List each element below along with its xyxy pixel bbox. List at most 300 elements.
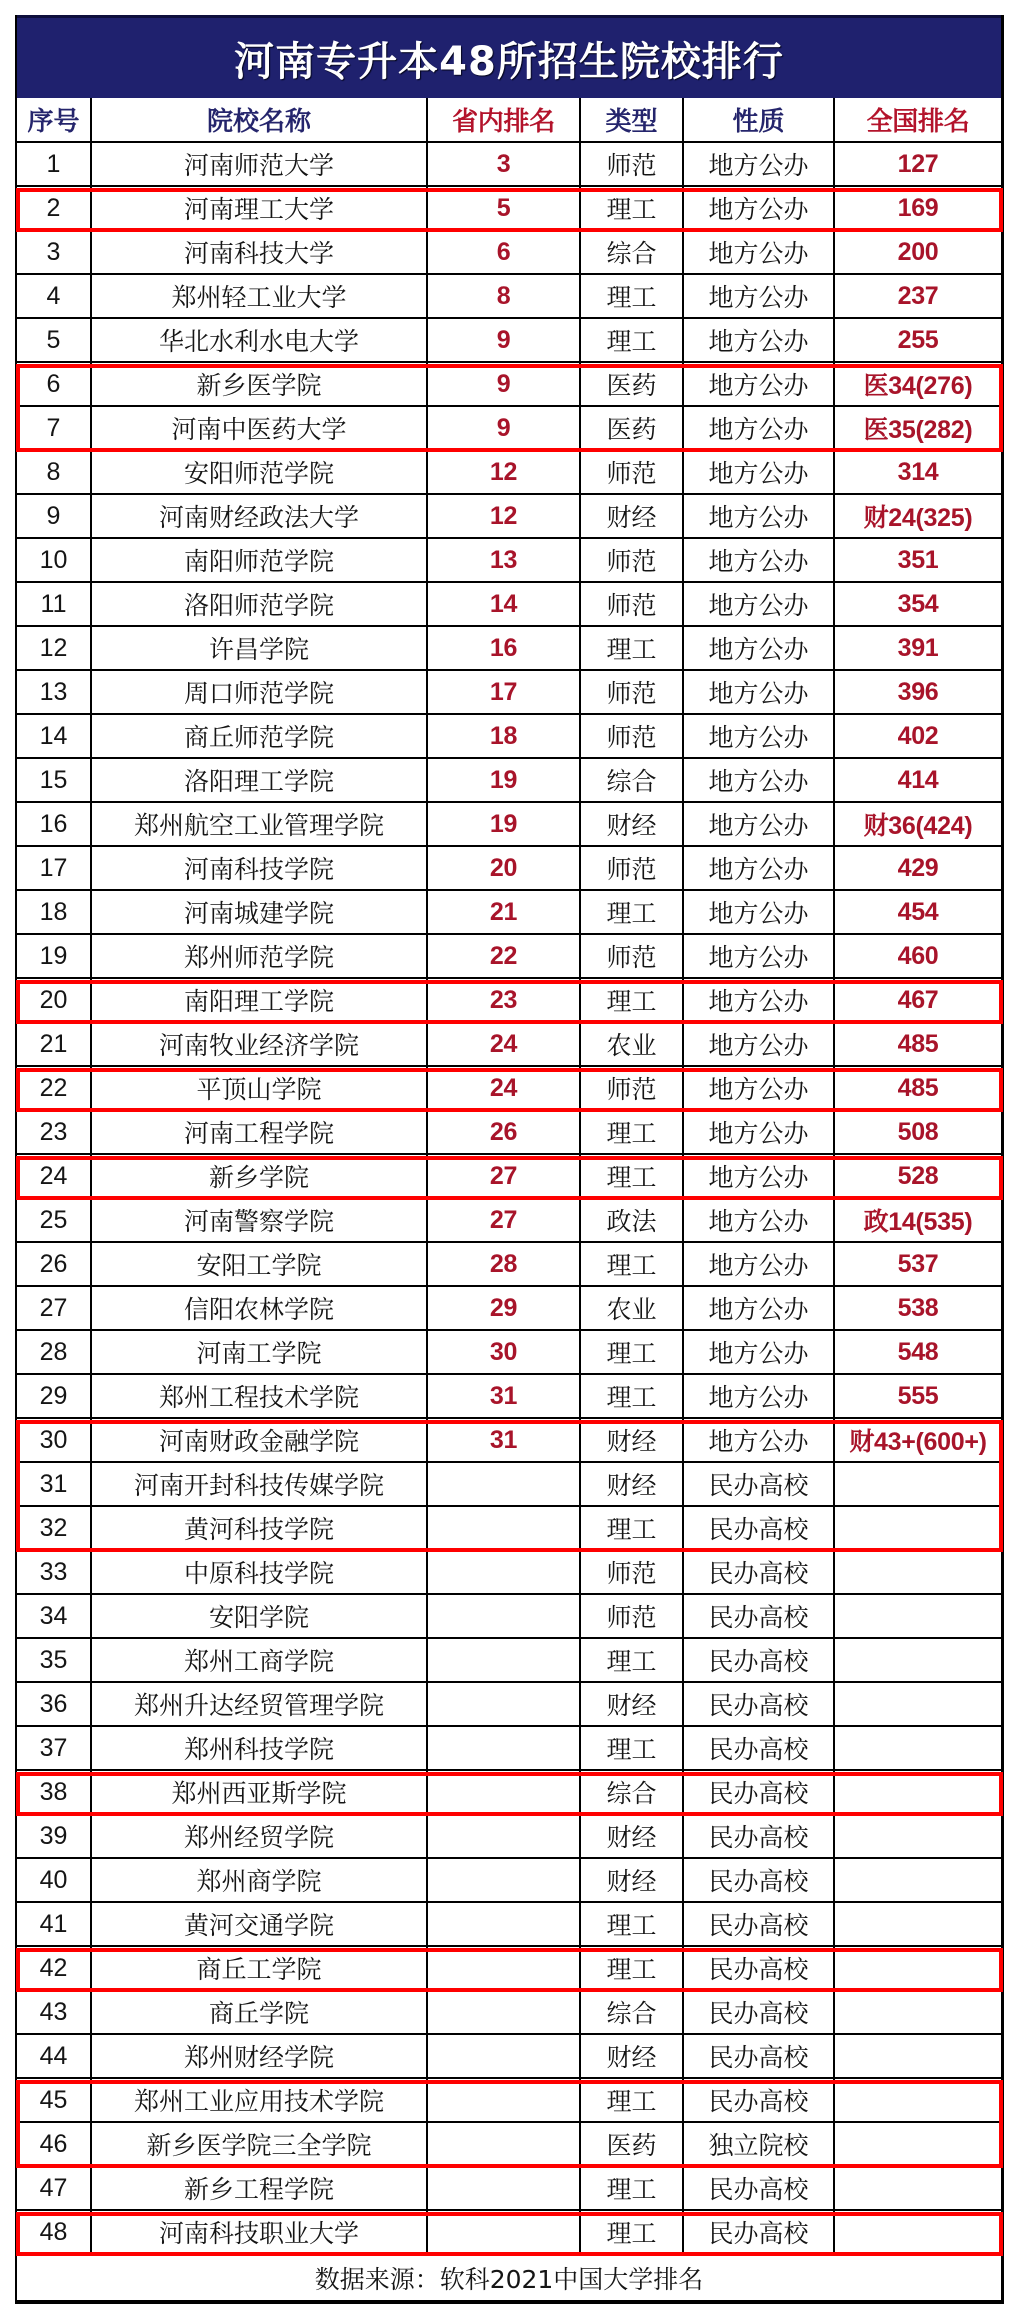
cell-province-rank: 23	[428, 979, 581, 1021]
cell-index: 20	[17, 979, 92, 1021]
cell-type: 财经	[581, 1859, 684, 1901]
table-row	[17, 715, 1001, 759]
cell-type: 理工	[581, 1331, 684, 1373]
table-row	[17, 627, 1001, 671]
cell-index: 5	[17, 319, 92, 361]
cell-province-rank: 13	[428, 539, 581, 581]
cell-type: 理工	[581, 1507, 684, 1549]
cell-type: 理工	[581, 627, 684, 669]
cell-nature: 民办高校	[684, 2035, 835, 2077]
table-row	[17, 1287, 1001, 1331]
table-row	[17, 275, 1001, 319]
cell-national-rank: 医35(282)	[863, 416, 973, 444]
cell-national-rank: 169	[897, 193, 939, 222]
cell-school-name: 河南师范大学	[92, 143, 428, 185]
cell-national-rank: 460	[897, 941, 939, 970]
cell-nature: 民办高校	[684, 1639, 835, 1681]
cell-nature: 地方公办	[684, 1067, 835, 1109]
cell-province-rank: 9	[428, 407, 581, 449]
cell-school-name: 河南科技职业大学	[92, 2211, 428, 2253]
table-row	[17, 1771, 1001, 1815]
cell-index: 25	[17, 1199, 92, 1241]
cell-national-rank: 537	[897, 1249, 939, 1278]
cell-school-name: 新乡工程学院	[92, 2167, 428, 2209]
cell-national-rank: 127	[897, 149, 939, 178]
cell-province-rank: 30	[428, 1331, 581, 1373]
cell-school-name: 安阳工学院	[92, 1243, 428, 1285]
cell-nature: 地方公办	[684, 1287, 835, 1329]
cell-nature: 地方公办	[684, 495, 835, 537]
cell-index: 33	[17, 1551, 92, 1593]
cell-type: 财经	[581, 1463, 684, 1505]
cell-province-rank: 9	[428, 319, 581, 361]
column-header-index: 序号	[17, 98, 92, 141]
cell-province-rank: 3	[428, 143, 581, 185]
cell-type: 理工	[581, 187, 684, 229]
cell-index: 7	[17, 407, 92, 449]
cell-nature: 民办高校	[684, 1683, 835, 1725]
cell-province-rank: 26	[428, 1111, 581, 1153]
cell-school-name: 黄河科技学院	[92, 1507, 428, 1549]
cell-province-rank: 24	[428, 1067, 581, 1109]
cell-national-rank: 财36(424)	[863, 812, 973, 840]
cell-index: 29	[17, 1375, 92, 1417]
cell-national-rank: 391	[897, 633, 939, 662]
cell-index: 9	[17, 495, 92, 537]
cell-nature: 地方公办	[684, 715, 835, 757]
column-header-school-name: 院校名称	[92, 98, 428, 141]
cell-school-name: 河南理工大学	[92, 187, 428, 229]
cell-school-name: 郑州经贸学院	[92, 1815, 428, 1857]
cell-school-name: 南阳师范学院	[92, 539, 428, 581]
cell-type: 理工	[581, 1947, 684, 1989]
cell-nature: 地方公办	[684, 539, 835, 581]
table-row	[17, 1683, 1001, 1727]
table-row	[17, 451, 1001, 495]
cell-school-name: 郑州西亚斯学院	[92, 1771, 428, 1813]
cell-province-rank	[428, 1727, 581, 1769]
cell-index: 34	[17, 1595, 92, 1637]
cell-province-rank: 12	[428, 495, 581, 537]
cell-index: 3	[17, 231, 92, 273]
cell-province-rank: 17	[428, 671, 581, 713]
cell-nature: 地方公办	[684, 759, 835, 801]
cell-nature: 地方公办	[684, 275, 835, 317]
cell-index: 44	[17, 2035, 92, 2077]
cell-school-name: 河南警察学院	[92, 1199, 428, 1241]
cell-school-name: 河南财经政法大学	[92, 495, 428, 537]
cell-index: 40	[17, 1859, 92, 1901]
cell-province-rank	[428, 2123, 581, 2165]
cell-index: 46	[17, 2123, 92, 2165]
cell-national-rank: 314	[897, 457, 939, 486]
table-row	[17, 803, 1001, 847]
cell-province-rank: 9	[428, 363, 581, 405]
cell-nature: 地方公办	[684, 363, 835, 405]
cell-national-rank	[835, 1859, 1001, 1901]
cell-national-rank: 485	[897, 1073, 939, 1102]
cell-index: 16	[17, 803, 92, 845]
cell-index: 11	[17, 583, 92, 625]
table-row	[17, 891, 1001, 935]
cell-nature: 独立院校	[684, 2123, 835, 2165]
cell-nature: 地方公办	[684, 1199, 835, 1241]
column-header-type: 类型	[581, 98, 684, 141]
cell-index: 22	[17, 1067, 92, 1109]
cell-index: 28	[17, 1331, 92, 1373]
cell-nature: 民办高校	[684, 1727, 835, 1769]
cell-school-name: 安阳学院	[92, 1595, 428, 1637]
cell-nature: 民办高校	[684, 1771, 835, 1813]
cell-type: 师范	[581, 715, 684, 757]
cell-index: 14	[17, 715, 92, 757]
cell-school-name: 信阳农林学院	[92, 1287, 428, 1329]
cell-national-rank	[835, 1903, 1001, 1945]
cell-type: 医药	[581, 407, 684, 449]
table-row	[17, 847, 1001, 891]
cell-nature: 民办高校	[684, 2079, 835, 2121]
column-header-nature: 性质	[684, 98, 835, 141]
cell-school-name: 周口师范学院	[92, 671, 428, 713]
cell-type: 师范	[581, 1551, 684, 1593]
cell-school-name: 郑州工商学院	[92, 1639, 428, 1681]
cell-index: 2	[17, 187, 92, 229]
cell-nature: 民办高校	[684, 1595, 835, 1637]
cell-province-rank: 5	[428, 187, 581, 229]
cell-school-name: 洛阳理工学院	[92, 759, 428, 801]
cell-nature: 地方公办	[684, 1419, 835, 1461]
cell-index: 39	[17, 1815, 92, 1857]
cell-province-rank: 22	[428, 935, 581, 977]
cell-index: 42	[17, 1947, 92, 1989]
cell-school-name: 南阳理工学院	[92, 979, 428, 1021]
cell-index: 18	[17, 891, 92, 933]
cell-national-rank	[835, 2123, 1001, 2165]
cell-index: 32	[17, 1507, 92, 1549]
cell-province-rank: 24	[428, 1023, 581, 1065]
cell-province-rank	[428, 1815, 581, 1857]
cell-index: 43	[17, 1991, 92, 2033]
cell-province-rank	[428, 2035, 581, 2077]
cell-type: 师范	[581, 451, 684, 493]
cell-nature: 地方公办	[684, 1111, 835, 1153]
cell-province-rank: 28	[428, 1243, 581, 1285]
cell-type: 农业	[581, 1023, 684, 1065]
cell-nature: 地方公办	[684, 979, 835, 1021]
cell-nature: 民办高校	[684, 2211, 835, 2253]
table-row	[17, 187, 1001, 231]
table-row	[17, 2167, 1001, 2211]
cell-type: 医药	[581, 2123, 684, 2165]
cell-school-name: 华北水利水电大学	[92, 319, 428, 361]
cell-type: 理工	[581, 1155, 684, 1197]
cell-province-rank	[428, 2211, 581, 2253]
cell-type: 理工	[581, 2079, 684, 2121]
cell-type: 财经	[581, 803, 684, 845]
cell-national-rank: 396	[897, 677, 939, 706]
cell-school-name: 新乡医学院	[92, 363, 428, 405]
cell-nature: 地方公办	[684, 187, 835, 229]
cell-national-rank	[835, 1551, 1001, 1593]
cell-type: 师范	[581, 1067, 684, 1109]
cell-index: 17	[17, 847, 92, 889]
cell-nature: 地方公办	[684, 143, 835, 185]
cell-national-rank	[835, 2035, 1001, 2077]
cell-national-rank: 467	[897, 985, 939, 1014]
table-row	[17, 2079, 1001, 2123]
column-header-province-rank: 省内排名	[428, 98, 581, 141]
data-source-footer	[17, 2255, 1001, 2300]
table-row	[17, 1199, 1001, 1243]
cell-province-rank: 14	[428, 583, 581, 625]
cell-school-name: 郑州轻工业大学	[92, 275, 428, 317]
cell-nature: 地方公办	[684, 847, 835, 889]
data-source-text: 数据来源：软科2021中国大学排名	[314, 2264, 704, 2294]
table-row	[17, 143, 1001, 187]
cell-national-rank	[835, 1815, 1001, 1857]
cell-type: 师范	[581, 583, 684, 625]
cell-province-rank	[428, 1991, 581, 2033]
cell-nature: 地方公办	[684, 319, 835, 361]
cell-province-rank: 8	[428, 275, 581, 317]
cell-national-rank: 414	[897, 765, 939, 794]
table-row	[17, 1551, 1001, 1595]
cell-province-rank	[428, 1639, 581, 1681]
table-row	[17, 759, 1001, 803]
cell-type: 理工	[581, 2211, 684, 2253]
cell-school-name: 洛阳师范学院	[92, 583, 428, 625]
cell-nature: 民办高校	[684, 1507, 835, 1549]
cell-index: 12	[17, 627, 92, 669]
cell-index: 48	[17, 2211, 92, 2253]
cell-school-name: 新乡学院	[92, 1155, 428, 1197]
cell-national-rank	[835, 1463, 1001, 1505]
cell-province-rank: 21	[428, 891, 581, 933]
cell-nature: 民办高校	[684, 2167, 835, 2209]
cell-type: 理工	[581, 1243, 684, 1285]
cell-nature: 民办高校	[684, 1815, 835, 1857]
cell-school-name: 郑州财经学院	[92, 2035, 428, 2077]
table-row	[17, 1639, 1001, 1683]
cell-index: 8	[17, 451, 92, 493]
cell-index: 35	[17, 1639, 92, 1681]
cell-type: 师范	[581, 671, 684, 713]
cell-school-name: 商丘师范学院	[92, 715, 428, 757]
cell-province-rank: 19	[428, 759, 581, 801]
cell-index: 6	[17, 363, 92, 405]
cell-national-rank	[835, 1991, 1001, 2033]
cell-national-rank: 政14(535)	[863, 1208, 973, 1236]
cell-province-rank	[428, 1903, 581, 1945]
table-title-band	[17, 15, 1001, 98]
table-title: 河南专升本48所招生院校排行	[234, 38, 784, 85]
cell-nature: 民办高校	[684, 1463, 835, 1505]
cell-nature: 民办高校	[684, 1859, 835, 1901]
table-row	[17, 319, 1001, 363]
cell-national-rank: 200	[897, 237, 939, 266]
cell-school-name: 商丘学院	[92, 1991, 428, 2033]
cell-national-rank: 402	[897, 721, 939, 750]
table-row	[17, 1727, 1001, 1771]
cell-nature: 地方公办	[684, 1243, 835, 1285]
cell-school-name: 郑州升达经贸管理学院	[92, 1683, 428, 1725]
cell-nature: 地方公办	[684, 1023, 835, 1065]
cell-index: 4	[17, 275, 92, 317]
table-row	[17, 363, 1001, 407]
cell-type: 政法	[581, 1199, 684, 1241]
cell-national-rank	[835, 2167, 1001, 2209]
cell-province-rank: 20	[428, 847, 581, 889]
cell-province-rank	[428, 1683, 581, 1725]
cell-index: 38	[17, 1771, 92, 1813]
cell-school-name: 商丘工学院	[92, 1947, 428, 1989]
cell-province-rank: 31	[428, 1375, 581, 1417]
cell-index: 21	[17, 1023, 92, 1065]
cell-school-name: 郑州工业应用技术学院	[92, 2079, 428, 2121]
cell-index: 47	[17, 2167, 92, 2209]
cell-school-name: 新乡医学院三全学院	[92, 2123, 428, 2165]
table-row	[17, 1155, 1001, 1199]
cell-national-rank	[835, 1771, 1001, 1813]
cell-province-rank	[428, 1507, 581, 1549]
cell-nature: 民办高校	[684, 1551, 835, 1593]
table-row	[17, 1903, 1001, 1947]
table-row	[17, 495, 1001, 539]
table-row	[17, 1419, 1001, 1463]
cell-type: 综合	[581, 759, 684, 801]
cell-province-rank: 27	[428, 1155, 581, 1197]
cell-national-rank: 538	[897, 1293, 939, 1322]
cell-school-name: 安阳师范学院	[92, 451, 428, 493]
cell-type: 财经	[581, 1815, 684, 1857]
column-header-national-rank: 全国排名	[866, 107, 970, 137]
cell-nature: 地方公办	[684, 1155, 835, 1197]
cell-national-rank: 255	[897, 325, 939, 354]
cell-type: 综合	[581, 1991, 684, 2033]
cell-type: 理工	[581, 1111, 684, 1153]
cell-type: 师范	[581, 847, 684, 889]
cell-nature: 地方公办	[684, 583, 835, 625]
table-row	[17, 1023, 1001, 1067]
cell-index: 37	[17, 1727, 92, 1769]
table-row	[17, 1815, 1001, 1859]
cell-index: 24	[17, 1155, 92, 1197]
table-row	[17, 1111, 1001, 1155]
cell-school-name: 河南工程学院	[92, 1111, 428, 1153]
cell-province-rank: 27	[428, 1199, 581, 1241]
cell-school-name: 黄河交通学院	[92, 1903, 428, 1945]
cell-type: 师范	[581, 539, 684, 581]
cell-nature: 民办高校	[684, 1991, 835, 2033]
cell-school-name: 河南科技大学	[92, 231, 428, 273]
cell-nature: 地方公办	[684, 935, 835, 977]
cell-province-rank	[428, 1947, 581, 1989]
cell-national-rank	[835, 1683, 1001, 1725]
table-row	[17, 979, 1001, 1023]
cell-school-name: 许昌学院	[92, 627, 428, 669]
cell-type: 理工	[581, 1639, 684, 1681]
table-row	[17, 671, 1001, 715]
cell-type: 理工	[581, 1375, 684, 1417]
cell-type: 理工	[581, 1727, 684, 1769]
cell-national-rank: 548	[897, 1337, 939, 1366]
column-header-row	[17, 98, 1001, 143]
cell-index: 31	[17, 1463, 92, 1505]
cell-school-name: 中原科技学院	[92, 1551, 428, 1593]
cell-national-rank	[835, 1595, 1001, 1637]
cell-nature: 地方公办	[684, 1331, 835, 1373]
cell-national-rank	[835, 1507, 1001, 1549]
cell-school-name: 河南城建学院	[92, 891, 428, 933]
cell-school-name: 河南牧业经济学院	[92, 1023, 428, 1065]
cell-nature: 地方公办	[684, 451, 835, 493]
cell-nature: 民办高校	[684, 1903, 835, 1945]
cell-school-name: 郑州航空工业管理学院	[92, 803, 428, 845]
cell-index: 27	[17, 1287, 92, 1329]
table-row	[17, 1947, 1001, 1991]
cell-national-rank: 485	[897, 1029, 939, 1058]
cell-province-rank	[428, 2079, 581, 2121]
cell-school-name: 河南开封科技传媒学院	[92, 1463, 428, 1505]
table-row	[17, 1859, 1001, 1903]
cell-type: 理工	[581, 275, 684, 317]
cell-index: 19	[17, 935, 92, 977]
table-row	[17, 2035, 1001, 2079]
table-row	[17, 583, 1001, 627]
cell-province-rank	[428, 1595, 581, 1637]
cell-nature: 地方公办	[684, 671, 835, 713]
cell-school-name: 河南财政金融学院	[92, 1419, 428, 1461]
cell-national-rank: 429	[897, 853, 939, 882]
cell-national-rank	[835, 1947, 1001, 1989]
table-row	[17, 407, 1001, 451]
cell-index: 45	[17, 2079, 92, 2121]
cell-index: 26	[17, 1243, 92, 1285]
cell-nature: 地方公办	[684, 231, 835, 273]
cell-province-rank	[428, 1551, 581, 1593]
cell-province-rank: 12	[428, 451, 581, 493]
cell-school-name: 河南中医药大学	[92, 407, 428, 449]
cell-type: 农业	[581, 1287, 684, 1329]
table-row	[17, 1331, 1001, 1375]
cell-index: 36	[17, 1683, 92, 1725]
cell-index: 23	[17, 1111, 92, 1153]
table-row	[17, 231, 1001, 275]
cell-national-rank	[835, 2211, 1001, 2253]
cell-index: 10	[17, 539, 92, 581]
cell-province-rank: 16	[428, 627, 581, 669]
cell-national-rank: 财43+(600+)	[849, 1428, 987, 1456]
cell-national-rank: 555	[897, 1381, 939, 1410]
cell-type: 理工	[581, 2167, 684, 2209]
cell-province-rank	[428, 1859, 581, 1901]
cell-nature: 地方公办	[684, 1375, 835, 1417]
table-row	[17, 1507, 1001, 1551]
table-row	[17, 2123, 1001, 2167]
cell-school-name: 郑州师范学院	[92, 935, 428, 977]
cell-national-rank	[835, 2079, 1001, 2121]
cell-type: 理工	[581, 1903, 684, 1945]
cell-school-name: 郑州工程技术学院	[92, 1375, 428, 1417]
cell-type: 理工	[581, 979, 684, 1021]
cell-province-rank	[428, 1463, 581, 1505]
table-row	[17, 935, 1001, 979]
cell-index: 1	[17, 143, 92, 185]
cell-school-name: 河南工学院	[92, 1331, 428, 1373]
cell-type: 财经	[581, 2035, 684, 2077]
cell-national-rank: 351	[897, 545, 939, 574]
cell-type: 财经	[581, 1683, 684, 1725]
